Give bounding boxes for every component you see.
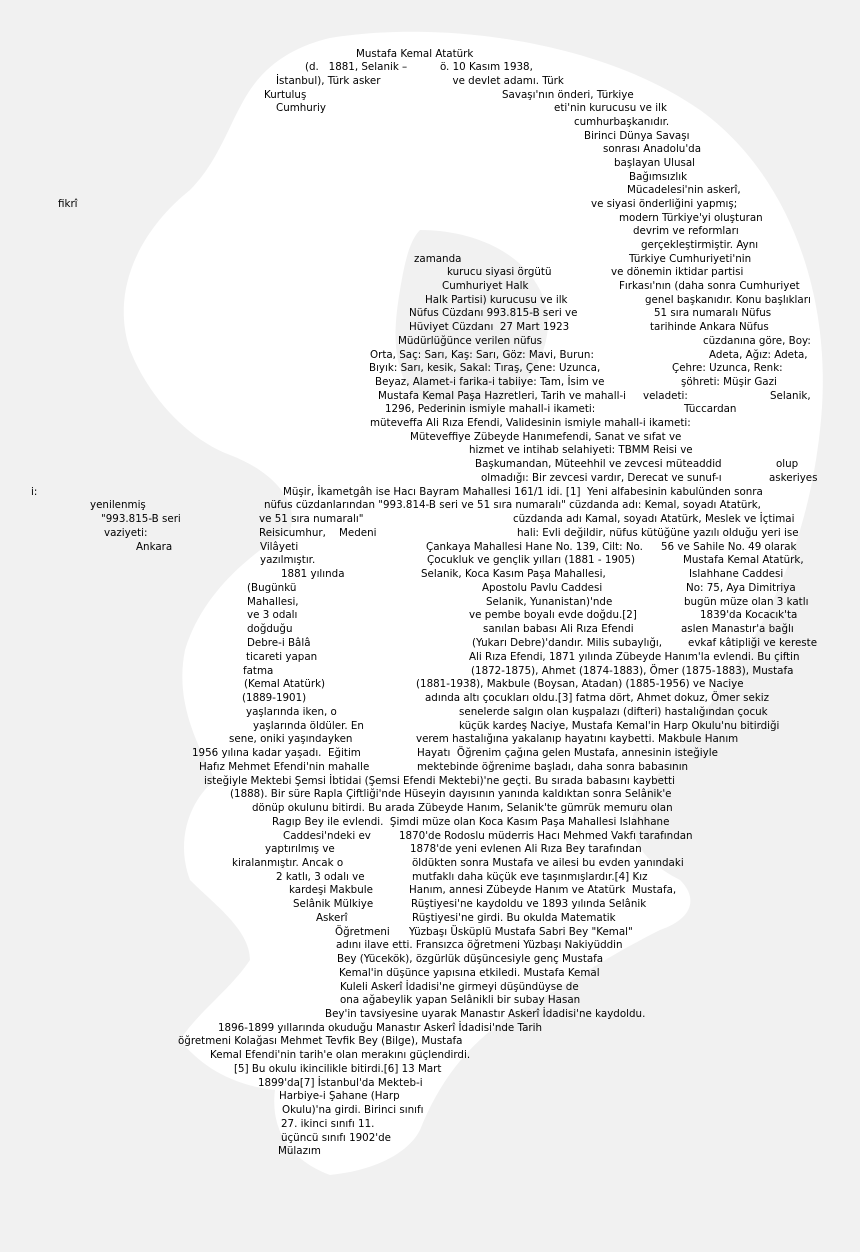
text-line: adını ilave etti. Fransızca öğretmeni Yüzbaşı Nakiyüddin — [336, 939, 623, 951]
text-line: sene, oniki yaşındayken — [229, 733, 353, 745]
text-line: Hüviyet Cüzdanı 27 Mart 1923 — [409, 321, 570, 333]
text-line: Bağımsızlık — [629, 171, 688, 183]
text-line: (Kemal Atatürk) — [244, 678, 326, 690]
text-line: ticareti yapan — [246, 651, 318, 663]
text-line: Kemal'in düşünce yapısına etkiledi. Mustafa Kemal — [339, 967, 600, 979]
text-line: olmadığı: Bir zevcesi vardır, Derecat ve sunuf-ı — [481, 472, 722, 484]
text-line: ona ağabeylik yapan Selânikli bir subay Hasan — [340, 994, 581, 1006]
text-line: cumhurbaşkanıdır. — [574, 116, 670, 128]
text-line: Orta, Saç: Sarı, Kaş: Sarı, Göz: Mavi, Burun: — [370, 349, 594, 361]
text-line: kiralanmıştır. Ancak o — [232, 857, 344, 869]
text-line: Mustafa Kemal Atatürk, — [683, 554, 804, 566]
text-line: (d. 1881, Selanik – ö. 10 Kasım 1938, — [305, 61, 533, 73]
text-line: yenilenmiş — [90, 499, 146, 511]
text-line: 1870'de Rodoslu müderris Hacı Mehmed Vakfı tarafından — [399, 830, 693, 842]
text-line: yaşlarında öldüler. En — [253, 720, 364, 732]
text-line: Selanik, Koca Kasım Paşa Mahallesi, — [421, 568, 606, 580]
text-line: Okulu)'na girdi. Birinci sınıfı — [282, 1104, 424, 1116]
text-line: Medeni — [339, 527, 377, 539]
text-line: cüzdanına göre, Boy: — [703, 335, 811, 347]
text-line: verem hastalığına yakalanıp hayatını kaybetti. Makbule Hanım — [416, 733, 739, 745]
text-line: 1896-1899 yıllarında okuduğu Manastır Askerî İdadisi'nde Tarih — [218, 1022, 543, 1034]
text-line: Çankaya Mahallesi Hane No. 139, Cilt: No. — [426, 541, 643, 553]
text-line: Halk Partisi) kurucusu ve ilk — [425, 294, 568, 306]
text-line: 1956 yılına kadar yaşadı. Eğitim — [192, 747, 361, 759]
text-line: Reisicumhur, — [259, 527, 326, 539]
text-line: tarihinde Ankara Nüfus — [650, 321, 769, 333]
text-line: adında altı çocukları oldu.[3] fatma dört, Ahmet dokuz, Ömer sekiz — [425, 692, 770, 704]
text-line: Mustafa Kemal Atatürk — [356, 48, 474, 60]
text-line: Birinci Dünya Savaşı — [584, 130, 690, 142]
text-line: doğduğu — [247, 623, 293, 635]
text-line: küçük kardeş Naciye, Mustafa Kemal'in Harp Okulu'nu bitirdiği — [459, 720, 780, 732]
text-line: öldükten sonra Mustafa ve ailesi bu evden yanındaki — [412, 857, 684, 869]
text-line: Selânik Mülkiye — [293, 898, 374, 910]
text-line: 51 sıra numaralı Nüfus — [654, 307, 772, 319]
text-line: Mücadelesi'nin askerî, — [627, 184, 741, 196]
text-line: 1839'da Kocacık'ta — [700, 609, 798, 621]
text-line: Adeta, Ağız: Adeta, — [709, 349, 808, 361]
text-line: hizmet ve intihab selahiyeti: TBMM Reisi ve — [469, 444, 693, 456]
text-line: 2 katlı, 3 odalı ve — [276, 871, 365, 883]
text-line: Cumhuriyet Halk — [442, 280, 529, 292]
text-line: Nüfus Cüzdanı 993.815-B seri ve — [409, 307, 578, 319]
text-line: eti'nin kurucusu ve ilk — [554, 102, 667, 114]
text-line: Mülazım — [278, 1145, 321, 1157]
text-line: devrim ve reformları — [633, 225, 739, 237]
text-line: Ragıp Bey ile evlendi. Şimdi müze olan Koca Kasım Paşa Mahallesi Islahhane — [272, 816, 670, 828]
text-line: Islahhane Caddesi — [689, 568, 784, 580]
text-line: Hayatı Öğrenim çağına gelen Mustafa, annesinin isteğiyle — [417, 747, 718, 759]
text-line: Mahallesi, — [247, 596, 299, 608]
text-line: Apostolu Pavlu Caddesi — [482, 582, 603, 594]
text-line: isteğiyle Mektebi Şemsi İbtidai (Şemsi Efendi Mektebi)'ne geçti. Bu sırada babasını kaybetti — [204, 775, 675, 787]
text-line: (Bugünkü — [247, 582, 297, 594]
text-line: Başkumandan, Müteehhil ve zevcesi müteaddid — [475, 458, 722, 470]
text-line: ve dönemin iktidar partisi — [611, 266, 744, 278]
text-line: vaziyeti: — [104, 527, 148, 539]
text-line: Ali Rıza Efendi, 1871 yılında Zübeyde Hanım'la evlendi. Bu çiftin — [469, 651, 800, 663]
text-line: yaşlarında iken, o — [246, 706, 337, 718]
text-line: Bey'in tavsiyesine uyarak Manastır Askerî İdadisi'ne kaydoldu. — [325, 1008, 646, 1020]
text-line: (Yukarı Debre)'dandır. Milis subaylığı, — [472, 637, 663, 649]
text-line: Kuleli Askerî İdadisi'ne girmeyi düşündüyse de — [340, 981, 579, 993]
text-line: Cumhuriy — [276, 102, 326, 114]
text-line: i: — [31, 486, 38, 498]
text-line: Beyaz, Alamet-i farika-i tabiiye: Tam, İsim ve — [375, 376, 605, 388]
text-line: sanılan babası Ali Rıza Efendi — [483, 623, 634, 635]
text-line: başlayan Ulusal — [614, 157, 696, 169]
text-line: Bey (Yücekök), özgürlük düşüncesiyle genç Mustafa — [337, 953, 604, 965]
text-line: dönüp okulunu bitirdi. Bu arada Zübeyde Hanım, Selanik'te gümrük memuru olan — [252, 802, 673, 814]
text-line: 27. ikinci sınıfı 11. — [281, 1118, 375, 1130]
text-line: zamanda — [414, 253, 462, 265]
text-line: Müdürlüğünce verilen nüfus — [398, 335, 543, 347]
text-line: askeriyes — [769, 472, 818, 484]
text-line: mektebinde öğrenime başladı, daha sonra babasının — [417, 761, 689, 773]
text-line: mutfaklı daha küçük eve taşınmışlardır.[4] Kız — [412, 871, 648, 883]
text-line: ve pembe boyalı evde doğdu.[2] — [469, 609, 637, 621]
text-line: 1296, Pederinin ismiyle mahall-i ikameti: — [385, 403, 596, 415]
text-line: Hanım, annesi Zübeyde Hanım ve Atatürk Mustafa, — [409, 884, 677, 896]
text-line: Savaşı'nın önderi, Türkiye — [502, 89, 634, 101]
text-line: 1881 yılında — [281, 568, 345, 580]
text-line: ve siyasi önderliğini yapmış; — [591, 198, 738, 210]
text-line: hali: Evli değildir, nüfus kütüğüne yazılı olduğu yeri ise — [517, 527, 799, 539]
text-line: Selanik, — [770, 390, 811, 402]
text-line: Debre-i Bâlâ — [247, 637, 311, 649]
text-line: nüfus cüzdanlarından "993.814-B seri ve 51 sıra numaralı" cüzdanda adı: Kemal, soyadı Atatürk, — [264, 499, 761, 511]
text-line: Bıyık: Sarı, kesik, Sakal: Tıraş, Çene: Uzunca, — [369, 362, 601, 374]
text-line: Hafız Mehmet Efendi'nin mahalle — [199, 761, 370, 773]
text-line: [5] Bu okulu ikincilikle bitirdi.[6] 13 Mart — [234, 1063, 442, 1075]
text-line: modern Türkiye'yi oluşturan — [619, 212, 763, 224]
text-line: Çehre: Uzunca, Renk: — [672, 362, 783, 374]
text-line: Harbiye-i Şahane (Harp — [279, 1090, 400, 1102]
text-line: Kurtuluş — [264, 89, 307, 101]
text-line: yaptırılmış ve — [265, 843, 335, 855]
text-line: (1872-1875), Ahmet (1874-1883), Ömer (1875-1883), Mustafa — [471, 665, 794, 677]
text-line: müteveffa Ali Rıza Efendi, Validesinin ismiyle mahall-i ikameti: — [370, 417, 691, 429]
text-line: sonrası Anadolu'da — [603, 143, 702, 155]
text-line: evkaf kâtipliği ve kereste — [688, 637, 818, 649]
text-line: Kemal Efendi'nin tarih'e olan merakını güçlendirdi. — [210, 1049, 471, 1061]
text-line: gerçekleştirmiştir. Aynı — [641, 239, 759, 251]
text-line: 56 ve Sahile No. 49 olarak — [661, 541, 797, 553]
text-line: veladeti: — [643, 390, 688, 402]
text-line: fatma — [243, 665, 274, 677]
text-line: ve 51 sıra numaralı" — [259, 513, 364, 525]
text-line: Askerî — [316, 912, 348, 924]
text-line: cüzdanda adı Kamal, soyadı Atatürk, Meslek ve İçtimai — [513, 513, 795, 525]
text-line: Tüccardan — [684, 403, 737, 415]
text-line: olup — [776, 458, 799, 470]
text-line: Fırkası'nın (daha sonra Cumhuriyet — [619, 280, 800, 292]
text-line: Müteveffiye Zübeyde Hanımefendi, Sanat ve sıfat ve — [410, 431, 682, 443]
text-line: kurucu siyasi örgütü — [447, 266, 552, 278]
text-line: üçüncü sınıfı 1902'de — [281, 1132, 391, 1144]
text-line: No: 75, Aya Dimitriya — [686, 582, 796, 594]
text-line: Yüzbaşı Üsküplü Mustafa Sabri Bey "Kemal" — [409, 926, 633, 938]
text-line: (1889-1901) — [242, 692, 307, 704]
text-line: senelerde salgın olan kuşpalazı (difteri) hastalığından çocuk — [459, 706, 768, 718]
text-line: öğretmeni Kolağası Mehmet Tevfik Bey (Bilge), Mustafa — [178, 1035, 463, 1047]
text-line: bugün müze olan 3 katlı — [684, 596, 809, 608]
text-line: Rüştiyesi'ne girdi. Bu okulda Matematik — [412, 912, 616, 924]
text-line: Müşir, İkametgâh ise Hacı Bayram Mahallesi 161/1 idi. [1] Yeni alfabesinin kabulünden sonra — [283, 486, 763, 498]
text-line: İstanbul), Türk asker ve devlet adamı. Türk — [276, 75, 564, 87]
text-line: kardeşi Makbule — [289, 884, 373, 896]
text-line: fikrî — [58, 198, 78, 210]
text-line: Rüştiyesi'ne kaydoldu ve 1893 yılında Selânik — [411, 898, 647, 910]
text-line: Selanik, Yunanistan)'nde — [486, 596, 613, 608]
text-line: Öğretmeni — [335, 926, 390, 938]
text-line: Türkiye Cumhuriyeti'nin — [629, 253, 752, 265]
text-line: ve 3 odalı — [247, 609, 298, 621]
text-line: 1878'de yeni evlenen Ali Rıza Bey tarafından — [410, 843, 642, 855]
text-line: 1899'da[7] İstanbul'da Mekteb-i — [258, 1077, 423, 1089]
text-line: Çocukluk ve gençlik yılları (1881 - 1905) — [427, 554, 636, 566]
text-line: Ankara — [136, 541, 173, 553]
text-line: Caddesi'ndeki ev — [283, 830, 371, 842]
text-line: şöhreti: Müşir Gazi — [681, 376, 777, 388]
text-line: (1881-1938), Makbule (Boysan, Atadan) (1885-1956) ve Naciye — [416, 678, 744, 690]
text-line: (1888). Bir süre Rapla Çiftliği'nde Hüseyin dayısının yanında kaldıktan sonra Selânik'e — [230, 788, 672, 800]
text-line: Mustafa Kemal Paşa Hazretleri, Tarih ve mahall-i — [378, 390, 627, 402]
text-line: aslen Manastır'a bağlı — [681, 623, 794, 635]
text-line: genel başkanıdır. Konu başlıkları — [645, 294, 811, 306]
text-line: "993.815-B seri — [101, 513, 181, 525]
text-line: Vilâyeti — [260, 541, 299, 553]
text-line: yazılmıştır. — [260, 554, 316, 566]
